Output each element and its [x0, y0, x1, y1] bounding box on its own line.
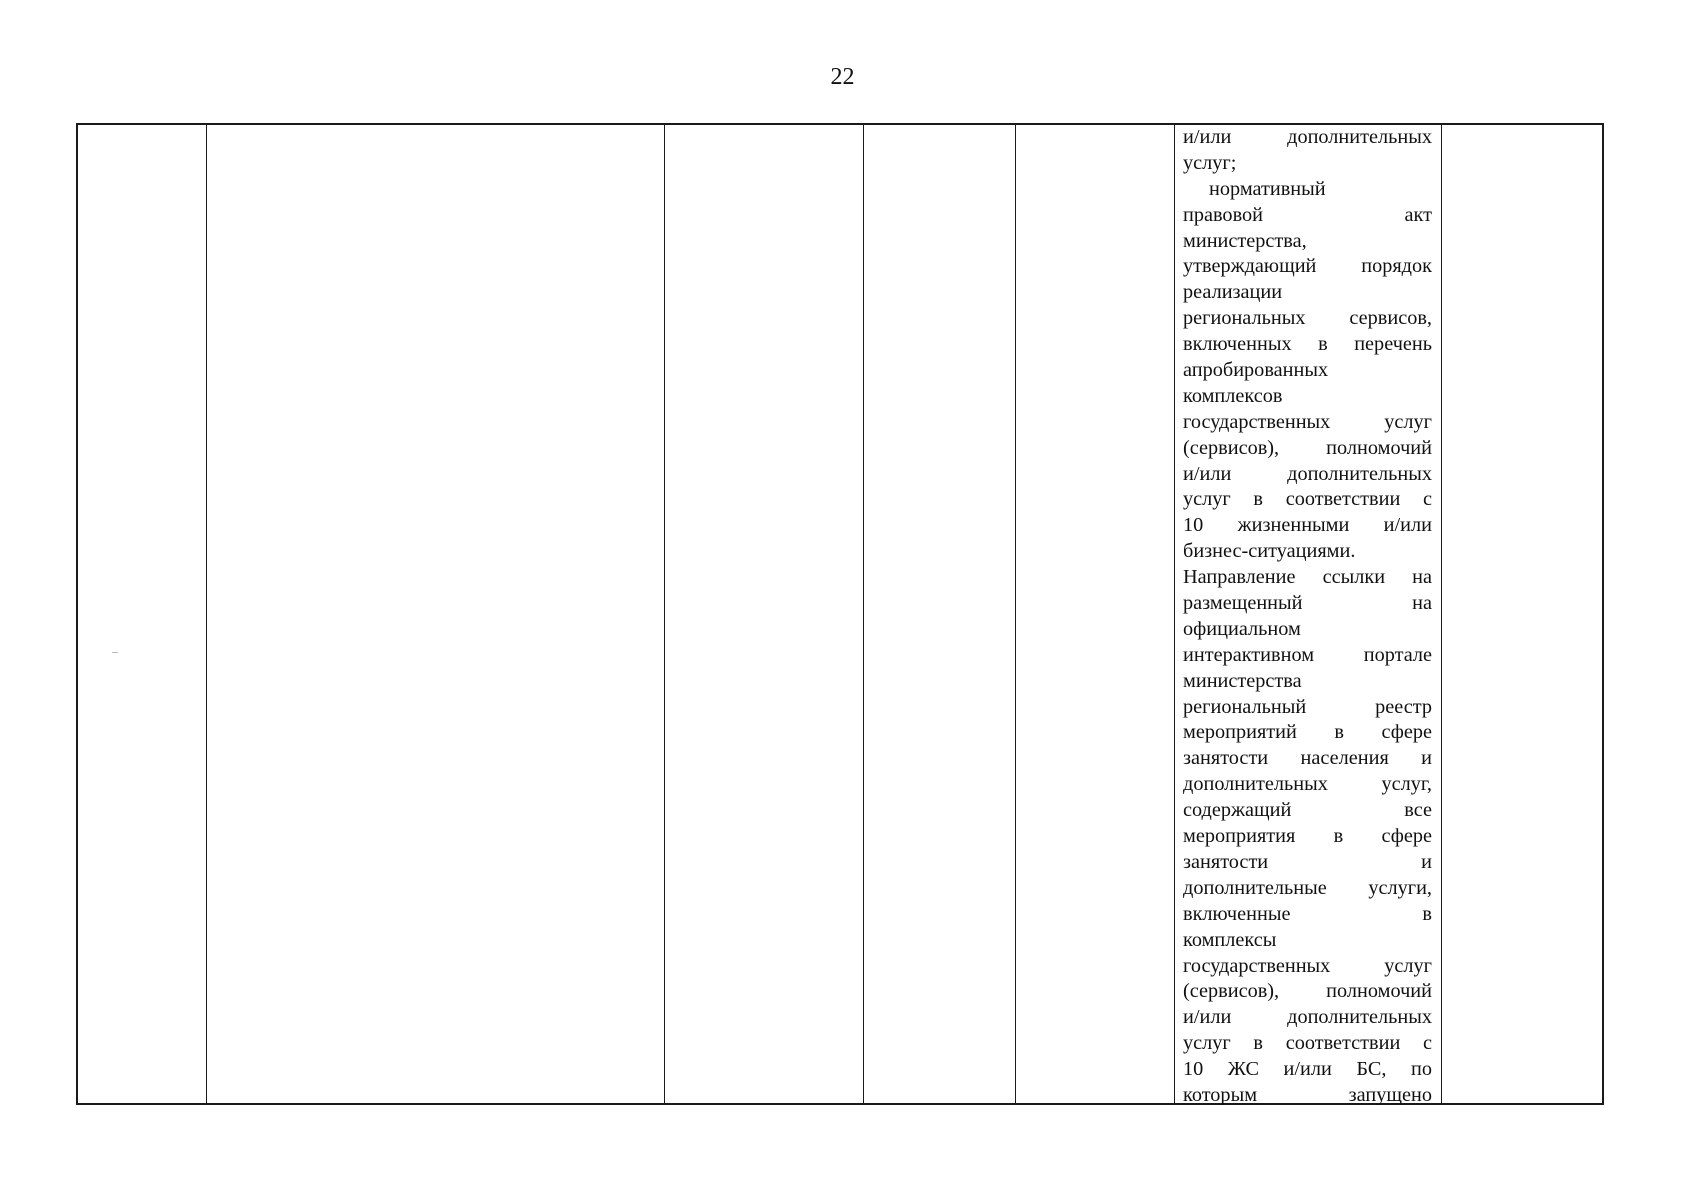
- cell-line: государственных услуг: [1183, 410, 1432, 433]
- cell-line: государственных услуг: [1183, 954, 1432, 977]
- cell-line: мероприятия в сфере: [1183, 825, 1432, 848]
- cell-line: включенные в: [1183, 902, 1432, 925]
- cell-line: услуг;: [1183, 151, 1237, 174]
- cell-line: министерства: [1183, 669, 1302, 692]
- cell-line: занятости и: [1183, 850, 1432, 873]
- cell-line: (сервисов), полномочий: [1183, 980, 1432, 1003]
- cell-line: 10 жизненными и/или: [1183, 514, 1432, 537]
- cell-line: утверждающий порядок: [1183, 255, 1432, 278]
- cell-line: 10 ЖС и/или БС, по: [1183, 1058, 1432, 1081]
- page-number: 22: [830, 64, 855, 90]
- cell-line: содержащий все: [1183, 799, 1432, 822]
- column-divider-5: [1174, 125, 1175, 1103]
- cell-line: комплексы: [1183, 928, 1277, 951]
- cell-line: реализации: [1183, 281, 1283, 304]
- cell-line: дополнительные услуги,: [1183, 876, 1432, 899]
- cell-line: региональных сервисов,: [1183, 307, 1432, 330]
- cell-line: услуг в соответствии с: [1183, 1032, 1432, 1055]
- cell-line: бизнес-ситуациями.: [1183, 540, 1356, 563]
- cell-line: занятости населения и: [1183, 747, 1432, 770]
- cell-line: правовой акт: [1183, 203, 1432, 226]
- cell-line: и/или дополнительных: [1183, 462, 1432, 485]
- cell-line: услуг в соответствии с: [1183, 488, 1432, 511]
- column-divider-6: [1441, 125, 1442, 1103]
- cell-line: мероприятий в сфере: [1183, 721, 1432, 744]
- cell-line: официальном: [1183, 617, 1301, 640]
- column-divider-3: [863, 125, 864, 1103]
- cell-line: и/или дополнительных: [1183, 126, 1432, 148]
- cell-line: (сервисов), полномочий: [1183, 436, 1432, 459]
- cell-line: региональный реестр: [1183, 695, 1432, 718]
- cell-line: министерства,: [1183, 229, 1307, 252]
- cell-line: и/или дополнительных: [1183, 1006, 1432, 1029]
- cell-line: комплексов: [1183, 384, 1283, 407]
- cell-line: интерактивном портале: [1183, 643, 1432, 666]
- document-table: [76, 123, 1604, 1105]
- cell-line: размещенный на: [1183, 592, 1432, 615]
- column-divider-2: [664, 125, 665, 1103]
- cell-line: Направление ссылки на: [1183, 566, 1432, 589]
- cell-line: нормативный: [1209, 177, 1326, 200]
- cell-line: апробированных: [1183, 359, 1329, 382]
- column-divider-4: [1015, 125, 1016, 1103]
- results-cell-text: [1183, 125, 1432, 1105]
- cell-line: дополнительных услуг,: [1183, 773, 1432, 796]
- cell-line: которым запущено: [1183, 1083, 1432, 1105]
- cell-line: включенных в перечень: [1183, 333, 1432, 356]
- column-divider-1: [206, 125, 207, 1103]
